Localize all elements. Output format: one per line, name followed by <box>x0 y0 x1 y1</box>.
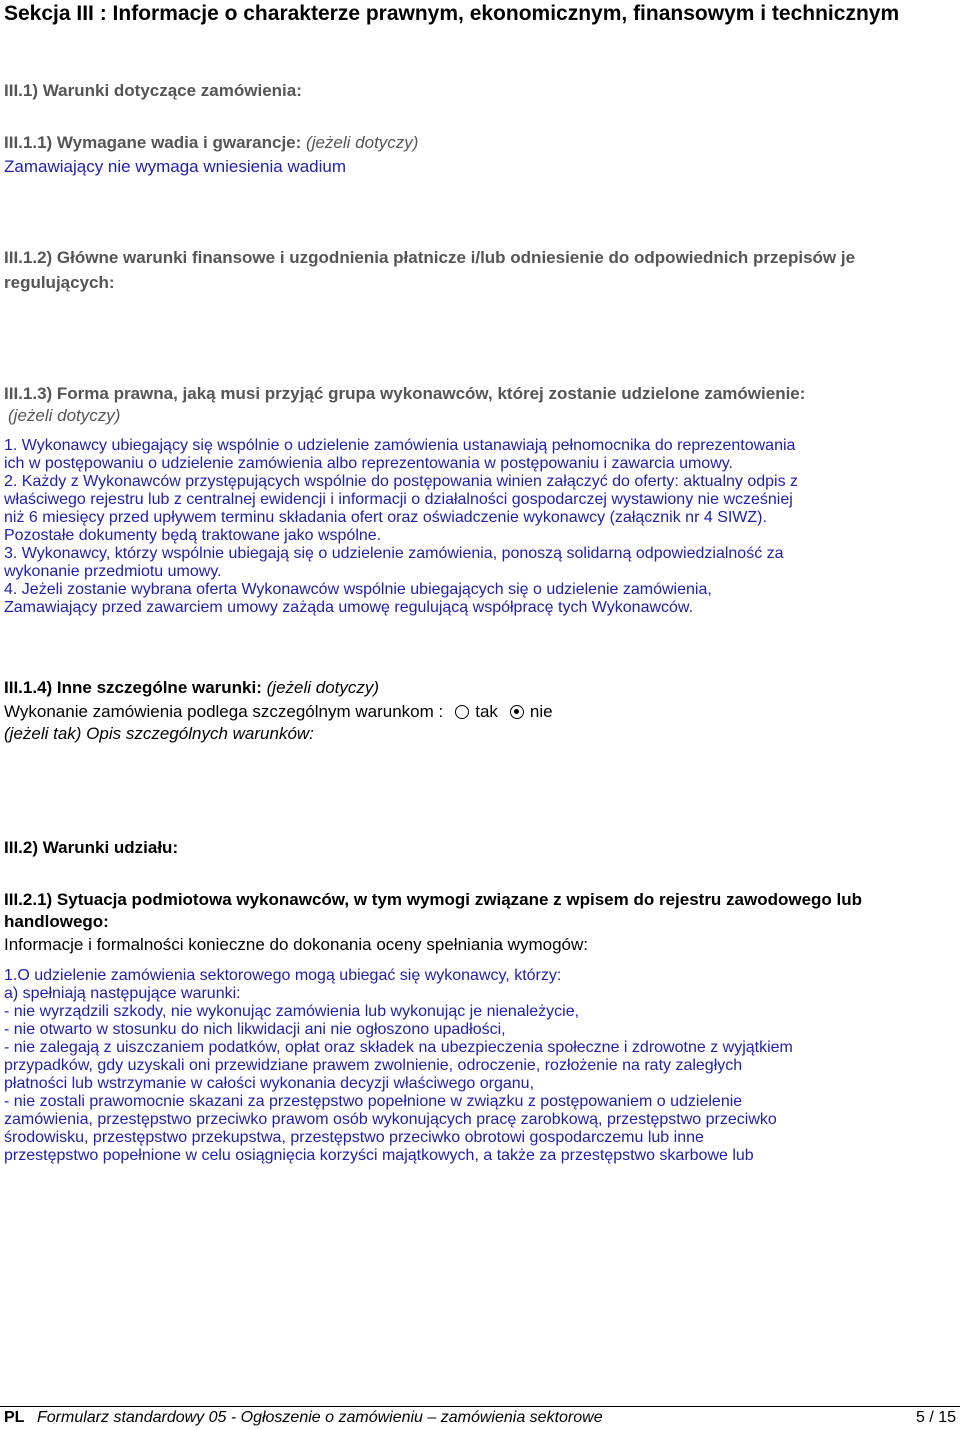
special-conditions-desc-label: (jeżeli tak) Opis szczególnych warunków: <box>4 724 314 743</box>
iii13-content <box>4 437 956 617</box>
heading-iii1: III.1) Warunki dotyczące zamówienia: <box>4 81 302 100</box>
iii13-line: 4. Jeżeli zostanie wybrana oferta Wykonawców wspólnie ubiegających się o udzielenie zamówienia, <box>4 581 712 598</box>
heading-iii2: III.2) Warunki udziału: <box>4 838 179 857</box>
page-footer <box>0 1406 960 1429</box>
iii13-note: (jeżeli dotyczy) <box>8 406 121 425</box>
iii21-info: Informacje i formalności konieczne do dokonania oceny spełniania wymogów: <box>4 935 588 954</box>
iii21-line: przypadków, gdy uzyskali oni przewidziane prawem zwolnienie, odroczenie, rozłożenie na raty zaległych <box>4 1057 743 1074</box>
iii21-line: - nie zostali prawomocnie skazani za przestępstwo popełnione w związku z postępowaniem o udzielenie <box>4 1093 743 1110</box>
heading-iii12: III.1.2) Główne warunki finansowe i uzgodnienia płatnicze i/lub odniesienie do odpowiednich przepisów je regulujących: <box>4 248 856 292</box>
iii13-line: Zamawiający przed zawarciem umowy zażąda umowę regulującą współpracę tych Wykonawców. <box>4 599 694 616</box>
footer-page-number: 5 / 15 <box>915 1409 956 1426</box>
iii21-line: - nie otwarto w stosunku do nich likwidacji ani nie ogłoszono upadłości, <box>4 1021 506 1038</box>
wadium-text: Zamawiający nie wymaga wniesienia wadium <box>4 157 347 176</box>
section-title: Sekcja III : Informacje o charakterze prawnym, ekonomicznym, finansowym i technicznym <box>4 2 900 25</box>
iii13-line: 1. Wykonawcy ubiegający się wspólnie o udzielenie zamówienia ustanawiają pełnomocnika do reprezentowania <box>4 437 796 454</box>
iii21-line: - nie wyrządzili szkody, nie wykonując zamówienia lub wykonując je nienależycie, <box>4 1003 580 1020</box>
iii13-line: 2. Każdy z Wykonawców przystępujących wspólnie do postępowania winien załączyć do oferty: aktualny odpis z <box>4 473 799 490</box>
special-conditions-question: Wykonanie zamówienia podlega szczególnym warunkom : <box>4 702 444 721</box>
iii13-line: niż 6 miesięcy przed upływem terminu składania ofert oraz oświadczenie wykonawcy (załącznik nr 4 SIWZ). <box>4 509 767 526</box>
heading-iii11-note: (jeżeli dotyczy) <box>306 133 419 152</box>
radio-nie[interactable] <box>510 705 524 719</box>
radio-tak[interactable] <box>455 705 469 719</box>
footer-form-name: Formularz standardowy 05 - Ogłoszenie o zamówieniu – zamówienia sektorowe <box>37 1409 603 1426</box>
iii13-line: 3. Wykonawcy, którzy wspólnie ubiegają się o udzielenie zamówienia, ponoszą solidarną odpowiedzialność za <box>4 545 784 562</box>
footer-lang: PL <box>4 1409 25 1426</box>
iii21-line: środowisku, przestępstwo przekupstwa, przestępstwo przeciwko obrotowi gospodarczemu lub inne <box>4 1129 704 1146</box>
heading-iii14 <box>4 677 956 699</box>
iii13-line: wykonanie przedmiotu umowy. <box>4 563 222 580</box>
iii13-line: właściwego rejestru lub z centralnej ewidencji i informacji o działalności gospodarczej wystawiony nie wcześniej <box>4 491 793 508</box>
heading-iii13-note <box>8 405 956 427</box>
iii21-line: - nie zalegają z uiszczaniem podatków, opłat oraz składek na ubezpieczenia społeczne i zdrowotne z wyjątkiem <box>4 1039 793 1056</box>
iii21-line: płatności lub wstrzymanie w całości wykonania decyzji właściwego organu, <box>4 1075 535 1092</box>
heading-iii13: III.1.3) Forma prawna, jaką musi przyjąć grupa wykonawców, której zostanie udzielone zamówienie: <box>4 384 806 403</box>
special-conditions-row <box>4 701 956 723</box>
iii13-line: Pozostałe dokumenty będą traktowane jako wspólne. <box>4 527 382 544</box>
iii13-line: ich w postępowaniu o udzielenie zamówienia albo reprezentowania w postępowaniu i zawarcia umowy. <box>4 455 733 472</box>
iii21-content <box>4 967 956 1165</box>
heading-iii14-label: III.1.4) Inne szczególne warunki: <box>4 678 262 697</box>
heading-iii21: III.2.1) Sytuacja podmiotowa wykonawców, w tym wymogi związane z wpisem do rejestru zawodowego lub handlowego: <box>4 890 863 931</box>
heading-iii11-label: III.1.1) Wymagane wadia i gwarancje: <box>4 133 302 152</box>
iii21-line: przestępstwo popełnione w celu osiągnięcia korzyści majątkowych, a także za przestępstwo skarbowe lub <box>4 1147 754 1164</box>
radio-tak-label: tak <box>475 702 498 721</box>
iii21-line: a) spełniają następujące warunki: <box>4 985 241 1002</box>
heading-iii11 <box>4 132 956 154</box>
iii21-line: zamówienia, przestępstwo przeciwko prawom osób wykonujących pracę zarobkową, przestępstwo przeciwko <box>4 1111 777 1128</box>
heading-iii14-note: (jeżeli dotyczy) <box>266 678 380 697</box>
radio-nie-label: nie <box>529 702 553 721</box>
iii21-line: 1.O udzielenie zamówienia sektorowego mogą ubiegać się wykonawcy, którzy: <box>4 967 562 984</box>
